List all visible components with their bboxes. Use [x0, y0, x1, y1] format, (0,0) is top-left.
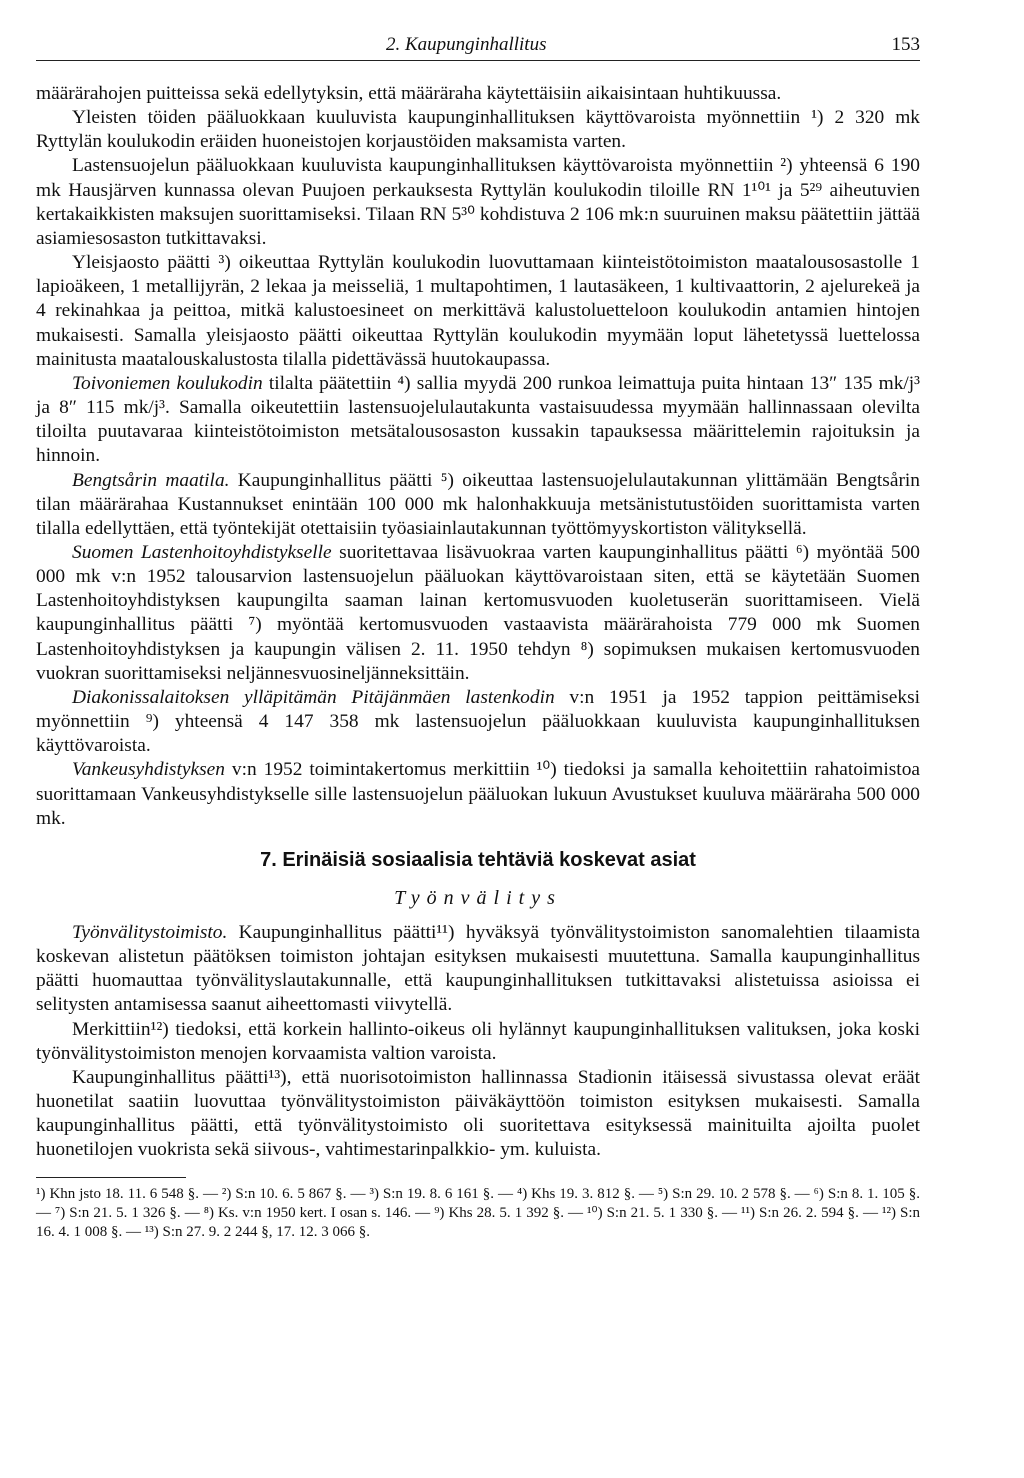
- paragraph: Yleisjaosto päätti ³) oikeuttaa Ryttylän koulukodin luovuttamaan kiinteistötoimiston maatalousosastolle 1 lapioäkeen, 1 metallijyrän, 2 lekaa ja meisseliä, 1 multapohtimen, 1 lautasäkeen, 1 kultivaattorin, 2 ajelurekeä ja 4 rekinahkaa ja peittoa, mitkä kalustoesineet on merkittävä kalustoluetteloon koulukodin antamien hintojen mukaisesti. Samalla yleisjaosto päätti oikeuttaa Ryttylän koulukodin myymään loput lähetetyssä luettelossa mainitusta maatalouskalustosta tilalla pidettävässä huutokaupassa.: [36, 252, 920, 370]
- body-text-part2: [36, 921, 920, 1163]
- footnotes: ¹) Khn jsto 18. 11. 6 548 §. — ²) S:n 10. 6. 5 867 §. — ³) S:n 19. 8. 6 161 §. — ⁴) Khs 19. 3. 812 §. — ⁵) S:n 29. 10. 2 578 §. — ⁶) S:n 8. 1. 105 §. — ⁷) S:n 21. 5. 1 326 §. — ⁸) Ks. v:n 1950 kert. I osan s. 146. — ⁹) Khs 28. 5. 1 392 §. — ¹⁰) S:n 21. 5. 1 330 §. — ¹¹) S:n 26. 2. 594 §. — ¹²) S:n 16. 4. 1 008 §. — ¹³) S:n 27. 9. 2 244 §, 17. 12. 3 066 §.: [36, 1186, 920, 1240]
- paragraph: Yleisten töiden pääluokkaan kuuluvista kaupunginhallituksen käyttövaroista myönnettiin ¹) 2 320 mk Ryttylän koulukodin eräiden huoneistojen korjaustöiden maksamista varten.: [36, 107, 920, 153]
- paragraph: Bengtsårin maatila. Kaupunginhallitus päätti ⁵) oikeuttaa lastensuojelulautakunnan ylittämään Bengtsårin tilan määrärahaa Kustannukset enintään 100 000 mk halonhakkuuja metsänistutustöiden suorittamista varten tilalla edellyttäen, että työntekijät otettaisiin työasiainlautakunnan työttömyyskortiston välityksellä.: [36, 469, 921, 539]
- footnote-rule: [36, 1177, 186, 1178]
- paragraph: Työnvälitystoimisto. Kaupunginhallitus päätti¹¹) hyväksyä työnvälitystoimiston sanomalehtien tilaamista koskevan alistetun päätöksen toimiston johtajan esityksen mukaisesti muutettuna. Samalla kaupunginhallitus päätti huomauttaa työnvälityslautakunnalle, että kaupunginhallituksen tutkittavaksi alistetuissa asioissa ei selitysten antamisessa saanut aiheettomasti viivytellä.: [36, 922, 920, 1016]
- paragraph: Kaupunginhallitus päätti¹³), että nuorisotoimiston hallinnassa Stadionin itäisessä sivustassa olevat eräät huonetilat saatiin luovuttaa työnvälitystoimiston päiväkäyttöön toimiston esityksen mukaisesti. Samalla kaupunginhallitus päätti, että työnvälitystoimisto oli suoritettava esityksessä mainituilta ajoilta puolet huonetilojen vuokrista sekä siivous-, vahtimestarinpalkkio- ym. kuluista.: [36, 1066, 920, 1161]
- running-title: 2. Kaupunginhallitus: [386, 34, 547, 55]
- paragraph: Toivoniemen koulukodin tilalta päätettiin ⁴) sallia myydä 200 runkoa leimattuja puita hintaan 13″ 135 mk/j³ ja 8″ 115 mk/j³. Samalla oikeutettiin lastensuojelulautakunta vastaisuudessa myymään hallinnassaan olevilta tiloilta puutavaraa kiinteistötoimiston metsätalousosaston kussakin tapauksessa määrittelemin rajoituksin ja hinnoin.: [36, 372, 920, 467]
- page-number: 153: [891, 34, 920, 55]
- body-text-part1: [36, 82, 920, 831]
- paragraph: Vankeusyhdistyksen v:n 1952 toimintakertomus merkittiin ¹⁰) tiedoksi ja samalla kehoitettiin rahatoimistoa suorittamaan Vankeusyhdistykselle sille lastensuojelun pääluokan lukuun Avustukset kuuluva määräraha 500 000 mk.: [36, 759, 920, 829]
- section-title: 7. Erinäisiä sosiaalisia tehtäviä koskevat asiat: [260, 849, 696, 871]
- paragraph: Merkittiin¹²) tiedoksi, että korkein hallinto-oikeus oli hylännyt kaupunginhallituksen valituksen, joka koski työnvälitystoimiston menojen korvaamista valtion varoista.: [36, 1018, 920, 1064]
- paragraph: Diakonissalaitoksen ylläpitämän Pitäjänmäen lastenkodin v:n 1951 ja 1952 tappion peittämiseksi myönnettiin ⁹) yhteensä 4 147 358 mk lastensuojelun pääluokkaan kuuluvista kaupunginhallituksen käyttövaroista.: [36, 686, 920, 757]
- paragraph: määrärahojen puitteissa sekä edellytyksin, että määräraha käytettäisiin aikaisintaan huhtikuussa.: [36, 83, 782, 104]
- paragraph: Suomen Lastenhoitoyhdistykselle suoritettavaa lisävuokraa varten kaupunginhallitus päätti ⁶) myöntää 500 000 mk v:n 1952 talousarvion lastensuojelun pääluokan käyttövaroistaan siten, että se käytetään Suomen Lastenhoitoyhdistyksen kaupungilta saaman lainan kertomusvuoden kuoletuserän suorittamiseen. Vielä kaupunginhallitus päätti ⁷) myöntää kertomusvuoden vastaavista määrärahoista 779 000 mk Suomen Lastenhoitoyhdistyksen ja kaupungin välisen 2. 11. 1950 tehdyn ⁸) sopimuksen mukaisen kertomusvuoden vuokran suorittamiseksi neljännesvuosineljänneksittäin.: [36, 541, 920, 684]
- section-subtitle: Työnvälitys: [394, 887, 562, 909]
- paragraph: Lastensuojelun pääluokkaan kuuluvista kaupunginhallituksen käyttövaroista myönnettiin ²) yhteensä 6 190 mk Hausjärven kunnassa olevan Puujoen perkauksesta Ryttylän koulukodin tiloille RN 1¹⁰¹ ja 5²⁹ aiheutuvien kertakaikkisten maksujen suorittamiseksi. Tilaan RN 5³⁰ kohdistuva 2 106 mk:n suuruinen maksu päätettiin jättää asiamiesosaston tutkittavaksi.: [36, 155, 920, 249]
- running-header: [36, 30, 920, 61]
